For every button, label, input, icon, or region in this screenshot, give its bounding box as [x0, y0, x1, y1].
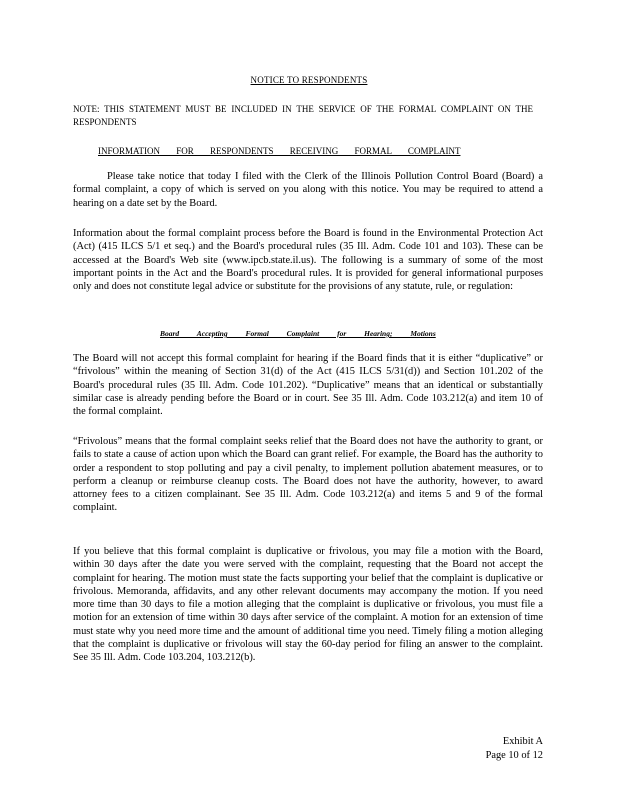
info-heading: INFORMATION FOR RESPONDENTS RECEIVING FORMAL COMPLAINT [98, 146, 461, 156]
section-heading: Board Accepting Formal Complaint for Hearing; Motions [160, 329, 436, 338]
paragraph-notice: Please take notice that today I filed with the Clerk of the Illinois Pollution Control Board (Board) a formal complaint, a copy of which is served on you along with this notice. You may be required to attend a hearing on a date set by the Board. [73, 171, 543, 209]
exhibit-label: Exhibit A [502, 736, 543, 747]
paragraph-motion: If you believe that this formal complaint is duplicative or frivolous, you may file a motion with the Board, within 30 days after the date you were served with the complaint, requesting that the Board not accept the complaint for hearing. The motion must state the facts supporting your belief that the complaint is duplicative or frivolous. Memoranda, affidavits, and any other relevant documents may accompany the motion. If you need more time than 30 days to file a motion alleging that the complaint is duplicative or frivolous, you must file a motion for an extension of time within 30 days after service of the complaint. A motion for an extension of time must state why you need more time and the amount of additional time you need. Timely filing a motion alleging that the complaint is duplicative or frivolous will stay the 60-day period for filing an answer to the complaint. See 35 Ill. Adm. Code 103.204, 103.212(b). [73, 546, 543, 664]
paragraph-frivolous: “Frivolous” means that the formal complaint seeks relief that the Board does not have the authority to grant, or fails to state a cause of action upon which the Board can grant relief. For example, the Board has the authority to order a respondent to stop polluting and pay a civil penalty, to implement pollution abatement measures, or to perform a cleanup or reimburse cleanup costs. The Board does not have the authority, however, to award attorney fees to a citizen complainant. See 35 Ill. Adm. Code 103.212(a) and items 5 and 9 of the formal complaint. [73, 436, 543, 514]
paragraph-duplicative: The Board will not accept this formal complaint for hearing if the Board finds that it is either “duplicative” or “frivolous” within the meaning of Section 31(d) of the Act (415 ILCS 5/31(d)) and Section 101.202 of the Board's procedural rules (35 Ill. Adm. Code 101.202). “Duplicative” means that an identical or substantially similar case is already pending before the Board or in court. See 35 Ill. Adm. Code 103.212(a) and item 10 of the formal complaint. [73, 353, 543, 418]
paragraph-information: Information about the formal complaint process before the Board is found in the Environmental Protection Act (Act) (415 ILCS 5/1 et seq.) and the Board's procedural rules (35 Ill. Adm. Code 101 and 103). These can be accessed at the Board's Web site (www.ipcb.state.il.us). The following is a summary of some of the most important points in the Act and the Board's procedural rules. It is provided for general informational purposes only and does not constitute legal advice or substitute for the provisions of any statute, rule, or regulation: [73, 228, 543, 293]
page-title: NOTICE TO RESPONDENTS [250, 75, 368, 85]
service-note: NOTE: THIS STATEMENT MUST BE INCLUDED IN THE SERVICE OF THE FORMAL COMPLAINT ON THE RESPONDENTS [73, 104, 533, 127]
page-footer [460, 735, 543, 763]
page-number: Page 10 of 12 [485, 750, 543, 761]
